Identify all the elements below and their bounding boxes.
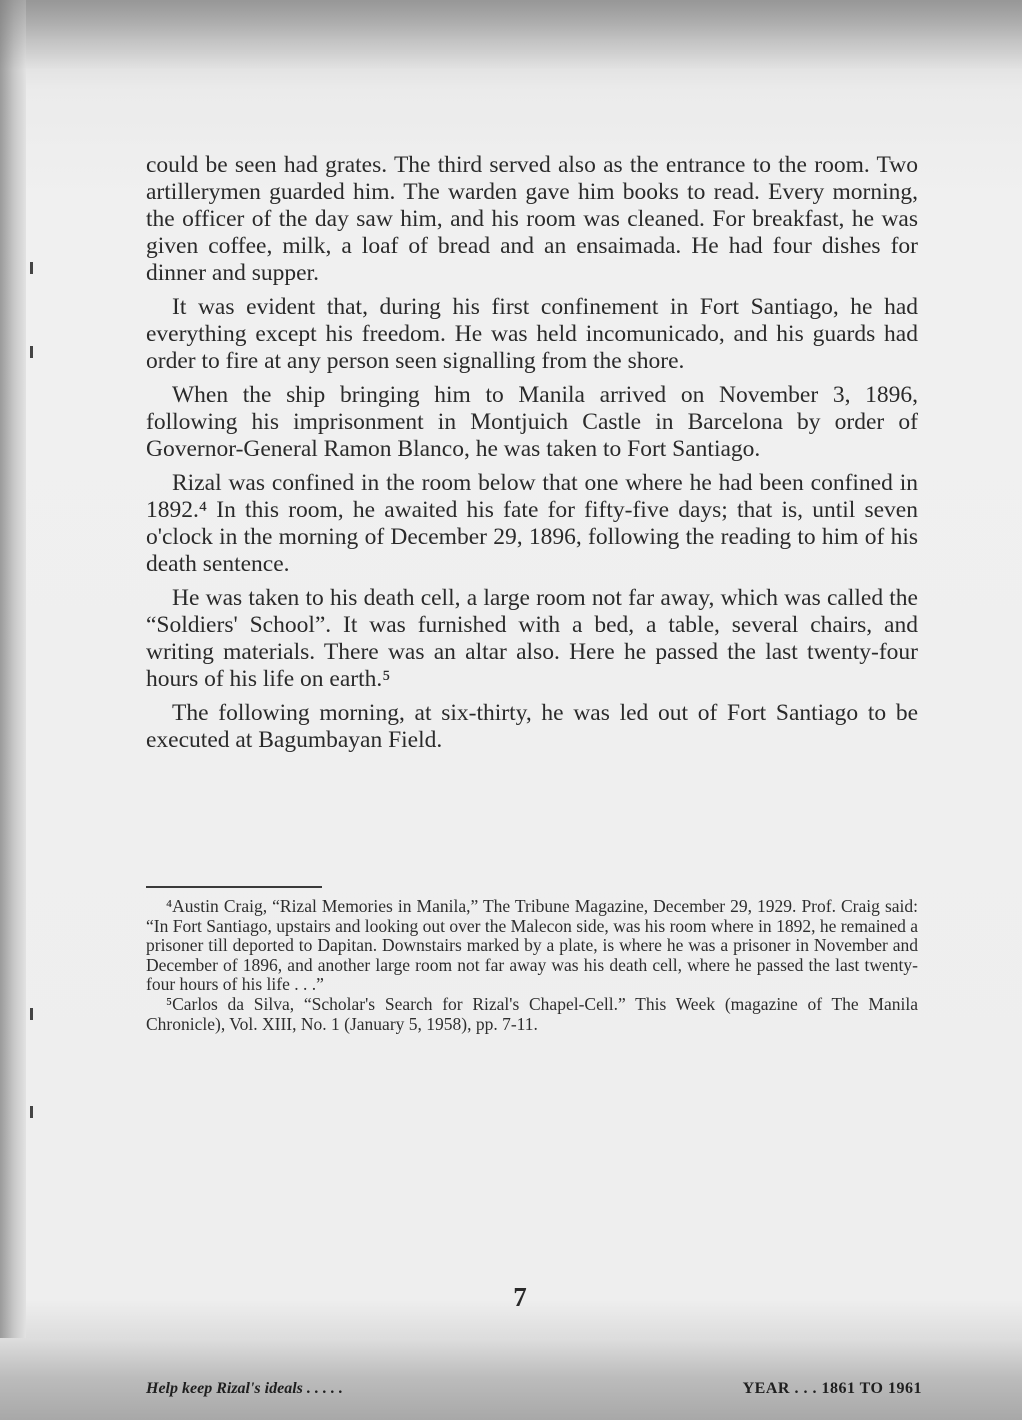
paragraph: He was taken to his death cell, a large room not far away, which was called the “Soldiers' School”. It was furnished with a bed, a table, several chairs, and writing materials. There was an altar also. Here he passed the last twenty-four hours of his life on earth.⁵ xyxy=(146,585,918,692)
margin-mark xyxy=(30,346,33,358)
footer-band xyxy=(0,1338,1022,1420)
top-shadow xyxy=(0,0,1022,70)
paragraph: could be seen had grates. The third served also as the entrance to the room. Two artillerymen guarded him. The warden gave him books to read. Every morning, the officer of the day saw him, and his room was cleaned. For breakfast, he was given coffee, milk, a loaf of bread and an ensaimada. He had four dishes for dinner and supper. xyxy=(146,152,918,286)
margin-mark xyxy=(30,1106,33,1118)
footnote: ⁴Austin Craig, “Rizal Memories in Manila,” The Tribune Magazine, December 29, 1929. Prof. Craig said: “In Fort Santiago, upstairs and looking out over the Malecon side, was his room where in 1892, he remained a prisoner till deported to Dapitan. Downstairs marked by a plate, is where he was a prisoner in November and December of 1896, and another large room not far away was his death cell, where he passed the last twenty-four hours of his life . . .” xyxy=(146,896,918,995)
paragraph: It was evident that, during his first confinement in Fort Santiago, he had everything except his freedom. He was held incomunicado, and his guards had order to fire at any person seen signalling from the shore. xyxy=(146,294,918,374)
footer-years: YEAR . . . 1861 TO 1961 xyxy=(742,1380,922,1397)
paragraph: Rizal was confined in the room below that one where he had been confined in 1892.⁴ In this room, he awaited his fate for fifty-five days; that is, until seven o'clock in the morning of December 29, 1896, following the reading to him of his death sentence. xyxy=(146,470,918,577)
page-number: 7 xyxy=(513,1282,527,1312)
paragraph: The following morning, at six-thirty, he was led out of Fort Santiago to be executed at Bagumbayan Field. xyxy=(146,700,918,753)
paragraph: When the ship bringing him to Manila arrived on November 3, 1896, following his imprisonment in Montjuich Castle in Barcelona by order of Governor-General Ramon Blanco, he was taken to Fort Santiago. xyxy=(146,382,918,462)
margin-mark xyxy=(30,1008,33,1020)
footnote-divider xyxy=(146,886,322,888)
footnotes xyxy=(146,897,918,1034)
margin-mark xyxy=(30,262,33,274)
footnote: ⁵Carlos da Silva, “Scholar's Search for Rizal's Chapel-Cell.” This Week (magazine of The Manila Chronicle), Vol. XIII, No. 1 (January 5, 1958), pp. 7-11. xyxy=(146,993,918,1034)
footer-slogan: Help keep Rizal's ideals . . . . . xyxy=(146,1380,343,1397)
body-text xyxy=(146,152,918,761)
page-binding-edge xyxy=(0,0,26,1420)
